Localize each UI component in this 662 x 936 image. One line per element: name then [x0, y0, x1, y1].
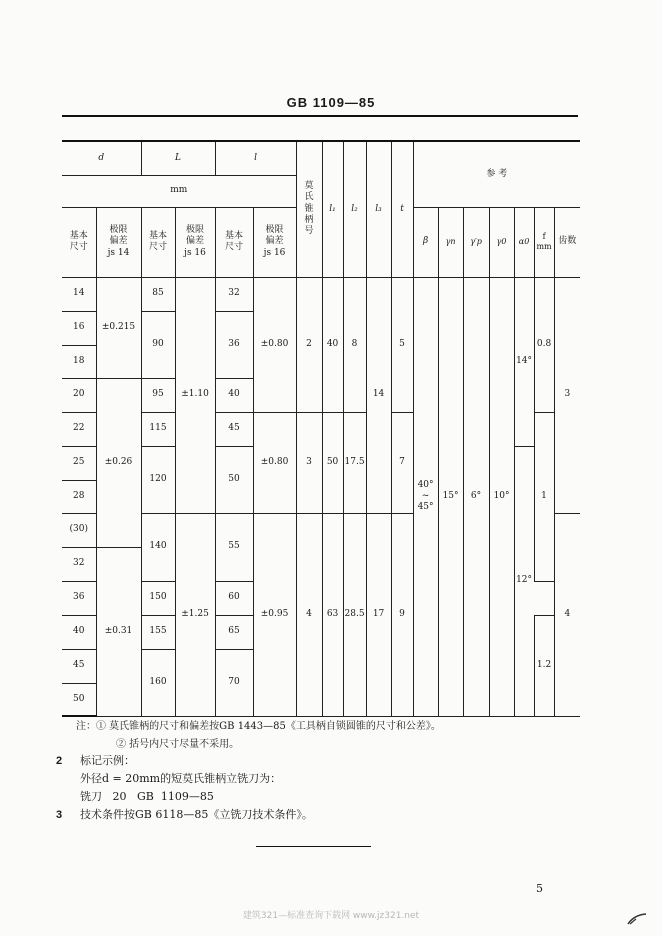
header-L-basic: 基本 尺寸 [141, 207, 175, 277]
table-notes [76, 718, 441, 754]
corner-mark-icon [626, 913, 648, 925]
L-cell: 115 [141, 412, 175, 446]
header-d-basic: 基本 尺寸 [62, 207, 96, 277]
t-cell: 5 [391, 277, 413, 412]
l-tolerance-cell: ±0.80 [253, 277, 296, 412]
gamma-p-cell: 6° [463, 277, 489, 716]
note-2: ② 括号内尺寸尽量不采用。 [116, 739, 240, 750]
header-l2: l₂ [343, 141, 366, 277]
d-cell: 50 [62, 683, 96, 716]
d-cell: 20 [62, 378, 96, 412]
l-cell: 70 [215, 649, 253, 716]
watermark: 建筑321—标准查询下载网 www.jz321.net [242, 911, 420, 921]
header-gamma-p: γ′p [463, 207, 489, 277]
f-cell: 0.8 [534, 277, 554, 412]
header-mm-unit: mm [62, 175, 296, 207]
header-taper-no: 莫 氏 锥 柄 号 [296, 141, 322, 277]
note-1-text: ① 莫氏锥柄的尺寸和偏差按GB 1443—85《工具柄自锁圆锥的尺寸和公差》。 [96, 721, 441, 732]
l3-cell: 17 [366, 513, 391, 716]
header-alpha-0: α0 [514, 207, 534, 277]
header-d: d [62, 141, 141, 175]
taper-cell: 4 [296, 513, 322, 716]
d-cell: 28 [62, 480, 96, 513]
teeth-cell: 4 [554, 513, 580, 716]
teeth-cell: 3 [554, 277, 580, 513]
l-cell: 60 [215, 581, 253, 615]
header-reference: 参 考 [413, 141, 580, 207]
L-cell: 150 [141, 581, 175, 615]
l1-cell: 40 [322, 277, 343, 412]
header-rule [62, 115, 578, 117]
L-cell: 95 [141, 378, 175, 412]
header-l-tolerance: 极限 偏差 js 16 [253, 207, 296, 277]
L-cell: 120 [141, 446, 175, 513]
d-cell: 18 [62, 345, 96, 378]
section-2 [56, 752, 281, 806]
beta-cell: 40° ~ 45° [413, 277, 438, 716]
taper-cell: 2 [296, 277, 322, 412]
l1-cell: 50 [322, 412, 343, 513]
l-tolerance-cell: ±0.95 [253, 513, 296, 716]
page-number: 5 [536, 882, 543, 895]
L-cell: 140 [141, 513, 175, 581]
l3-cell: 14 [366, 277, 391, 513]
d-cell: 40 [62, 615, 96, 649]
end-rule [256, 846, 371, 847]
header-L: L [141, 141, 215, 175]
standard-header: GB 1109—85 [286, 95, 376, 110]
l-cell: 45 [215, 412, 253, 446]
gamma-n-cell: 15° [438, 277, 463, 716]
section-3-number: 3 [56, 809, 63, 821]
L-cell: 160 [141, 649, 175, 716]
section-2-number: 2 [56, 755, 63, 767]
l-cell: 36 [215, 311, 253, 378]
header-L-tolerance: 极限 偏差 js 16 [175, 207, 215, 277]
header-l-basic: 基本 尺寸 [215, 207, 253, 277]
header-teeth: 齿数 [554, 207, 580, 277]
header-gamma-0: γ0 [489, 207, 514, 277]
section-2-line-1: 外径d = 20mm的短莫氏锥柄立铣刀为： [80, 772, 282, 785]
header-d-tolerance: 极限 偏差 js 14 [96, 207, 141, 277]
d-tolerance-cell: ±0.31 [96, 547, 141, 716]
L-tolerance-cell: ±1.10 [175, 277, 215, 513]
L-cell: 90 [141, 311, 175, 378]
d-cell: (30) [62, 513, 96, 547]
l2-cell: 17.5 [343, 412, 366, 513]
l2-cell: 8 [343, 277, 366, 412]
d-cell: 16 [62, 311, 96, 345]
d-cell: 32 [62, 547, 96, 581]
section-2-line-2: 铣刀 20 GB 1109—85 [80, 790, 214, 803]
d-tolerance-cell: ±0.215 [96, 277, 141, 378]
f-cell: 1 [534, 412, 554, 581]
alpha-0-cell: 14° [514, 277, 534, 446]
t-cell: 9 [391, 513, 413, 716]
section-3-text: 技术条件按GB 6118—85《立铣刀技术条件》。 [80, 808, 313, 821]
l1-cell: 63 [322, 513, 343, 716]
header-l1: l₁ [322, 141, 343, 277]
t-cell: 7 [391, 412, 413, 513]
note-1 [76, 718, 441, 736]
d-tolerance-cell: ±0.26 [96, 378, 141, 547]
note-label: 注： [76, 721, 96, 732]
header-l: l [215, 141, 296, 175]
d-cell: 36 [62, 581, 96, 615]
taper-cell: 3 [296, 412, 322, 513]
header-t: t [391, 141, 413, 277]
section-2-title: 标记示例： [80, 754, 135, 767]
d-cell: 14 [62, 277, 96, 311]
header-f: f mm [534, 207, 554, 277]
gamma-0-cell: 10° [489, 277, 514, 716]
L-cell: 155 [141, 615, 175, 649]
l-tolerance-cell: ±0.80 [253, 412, 296, 513]
L-tolerance-cell: ±1.25 [175, 513, 215, 716]
header-gamma-n: γn [438, 207, 463, 277]
l-cell: 65 [215, 615, 253, 649]
d-cell: 25 [62, 446, 96, 480]
dimension-table [62, 140, 580, 717]
f-cell: 1.2 [534, 615, 554, 716]
header-l3: l₃ [366, 141, 391, 277]
d-cell: 22 [62, 412, 96, 446]
l-cell: 50 [215, 446, 253, 513]
d-cell: 45 [62, 649, 96, 683]
L-cell: 85 [141, 277, 175, 311]
l2-cell: 28.5 [343, 513, 366, 716]
header-beta: β [413, 207, 438, 277]
section-3 [56, 806, 313, 824]
alpha-0-cell: 12° [514, 446, 534, 716]
l-cell: 32 [215, 277, 253, 311]
l-cell: 40 [215, 378, 253, 412]
l-cell: 55 [215, 513, 253, 581]
